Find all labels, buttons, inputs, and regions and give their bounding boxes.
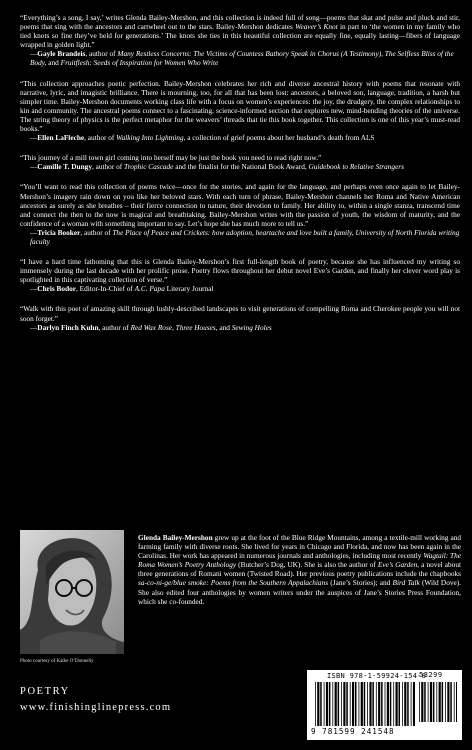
ean-number: 9 781599 241548: [311, 727, 395, 736]
barcode-bar: [329, 682, 331, 726]
barcode-bar: [369, 682, 371, 726]
barcode-bar: [341, 682, 342, 726]
barcode-bar: [433, 682, 435, 722]
author-photo: [20, 530, 124, 654]
barcode-bar: [402, 682, 403, 726]
blurb-kuhn: [20, 304, 460, 331]
author-portrait-image: [20, 530, 124, 654]
barcode-addon-number: 53299: [419, 671, 443, 679]
blurb-quote: “This collection approaches poetic perfection. Bailey-Mershon celebrates her rich and diverse ancestral history with poems that resonate with narrative, lyric, and imagistic brilliance. There is mourning, too, for all that has been lost: ancestors, a beloved son, language, tradition, a harsh but simpler time. Bailey-Mershon documents working class life with a focus on women’s experiences: the joy, the drudgery, the complex relationships to kin and community. The ancestral poems connect to a fascinating, science-informed section that explores new, mind-bending theories of the universe. The string theory of physics is the perfect metaphor for the weavers’ threads that tie this book together. This collection is one of this year’s must-read books.”: [20, 78, 460, 134]
blurb-lafleche: [20, 79, 460, 143]
isbn-barcode: [307, 670, 462, 740]
barcode-bar: [361, 682, 363, 726]
barcode-bar: [421, 682, 423, 722]
barcode-bar: [411, 682, 412, 726]
barcode-bar: [376, 682, 377, 726]
barcode-bar: [326, 682, 328, 726]
blurb-attribution: —Camille T. Dungy, author of Trophic Cascade and the finalist for the National Book Award, Guidebook to Relative Strangers: [30, 162, 404, 172]
barcode-bar: [332, 682, 333, 726]
blurbs: [20, 13, 460, 343]
barcode-bar: [419, 682, 420, 722]
isbn-label: ISBN 978-1-59924-154-8: [327, 672, 427, 680]
barcode-bar: [430, 682, 432, 722]
barcode-bar: [315, 682, 316, 726]
barcode-bar: [445, 682, 446, 722]
barcode-bar: [381, 682, 383, 726]
barcode-bar: [359, 682, 360, 726]
blurb-quote: “Walk with this poet of amazing skill through lushly-described landscapes to visit generations of compelling Roma and Cherokee people you will not soon forget.”: [20, 304, 460, 323]
barcode-bar: [343, 682, 345, 726]
barcode-bar: [317, 682, 319, 726]
barcode-bar: [385, 682, 386, 726]
barcode-bar: [450, 682, 452, 722]
author-bio: Glenda Bailey-Mershon grew up at the foot of the Blue Ridge Mountains, among a textile-mill working and farming family with diverse roots. She lived for years in Chicago and Florida, and now has been again in the Carolinas. Her work has appeared in numerous journals and anthologies, including most recently Wagtail: The Roma Women’s Poetry Anthology (Butcher’s Dog, UK). She is also the author of Eve’s Garden, a novel about three generations of Romani women (Twisted Road). Her previous poetry publications include the chapbooks sa-co-ni-ge/blue smoke: Poems from the Southern Appalachians (Jane’s Stories); and Bird Talk (Wild Dove). She also edited four anthologies by women writers under the auspices of Jane’s Stories Press Foundation, which she co-founded.: [138, 533, 461, 606]
barcode-bar: [387, 682, 389, 726]
barcode-bar: [396, 682, 398, 726]
barcode-bar: [413, 682, 415, 726]
barcode-bar: [390, 682, 392, 726]
blurb-attribution: —Ellen LaFleche, author of Walking Into Lightning, a collection of grief poems about her husband’s death from ALS: [30, 133, 375, 143]
blurb-attribution: —Chris Bodor, Editor-In-Chief of A.C. Papa Literary Journal: [30, 284, 214, 294]
blurb-attribution: —Darlyn Finch Kuhn, author of Red Wax Rose, Three Houses, and Sewing Holes: [30, 322, 272, 332]
blurb-booker: [20, 182, 460, 246]
barcode-bar: [424, 682, 426, 722]
addon-barcode-bars: [419, 682, 457, 722]
barcode-bar: [338, 682, 340, 726]
barcode-bar: [456, 682, 457, 722]
blurb-bodor: [20, 257, 460, 293]
blurb-brandeis: [20, 13, 460, 68]
barcode-bar: [367, 682, 368, 726]
author-name: Glenda Bailey-Mershon: [138, 533, 213, 542]
barcode-bar: [447, 682, 449, 722]
barcode-bar: [355, 682, 357, 726]
blurb-dungy: [20, 153, 460, 171]
blurb-attribution: —Gayle Brandeis, author of Many Restless Concerns: The Victims of Countess Bathory Speak in Chorus (A Testimony), The Selfless Bliss of the Body, and Fruitflesh: Seeds of Inspiration for Women Who Write: [30, 49, 454, 68]
barcode-bar: [404, 682, 406, 726]
barcode-bar: [378, 682, 380, 726]
barcode-bar: [393, 682, 394, 726]
barcode-bar: [364, 682, 366, 726]
barcode-bar: [335, 682, 337, 726]
barcode-bar: [454, 682, 455, 722]
barcode-bar: [350, 682, 351, 726]
barcode-bar: [346, 682, 348, 726]
blurb-attribution: —Tricia Booker, author of The Place of Peace and Crickets: how adoption, heartache and love built a family, University of North Florida writing faculty: [30, 227, 460, 246]
blurb-quote: “I have a hard time fathoming that this is Glenda Bailey-Mershon’s first full-length book of poetry, because she has influenced my writing so immensely during the last decade with her prolific prose. Poetry flows throughout her debut novel Eve’s Garden, and finally her clever word play is spotlighted in this captivating collection of verse.”: [20, 257, 460, 285]
barcode-bar: [439, 682, 441, 722]
blurb-quote: “You’ll want to read this collection of poems twice—once for the stories, and again for the language, and perhaps even once again to let Bailey-Mershon’s imagery rain down on you like her beloved stars. With each turn of phrase, Bailey-Mershon channels her Roma and Native American ancestors as surely as she breathes – their fierce connection to nature, their devotion to family. Her ability to, within a single stanza, transcend time and connect the then to the now is magical and breathtaking. Bailey-Mershon writes with the passion of youth, the wisdom of maturity, and the confidence of a woman with something important to say. Let’s hope she has much more to tell us.”: [20, 182, 460, 228]
publisher-website: www.finishinglinepress.com: [20, 702, 172, 713]
barcode-bar: [407, 682, 409, 726]
ean-barcode-bars: [315, 682, 415, 726]
barcode-bar: [442, 682, 444, 722]
photo-credit: Photo courtesy of Kathe O’Donnelly: [20, 659, 94, 664]
barcode-bar: [352, 682, 354, 726]
barcode-bar: [320, 682, 322, 726]
blurb-quote: “Everything’s a song, I say,’ writes Glenda Bailey-Mershon, and this collection is indeed full of song—poems that skat and pulse and pluck and stir, poems that sing with the ancestors and cartwheel out to the stars. Bailey-Mershon dedicates Weaver’s Knot in part to ‘the women in my family who tied knots so fine they’ve held for generations.’ The knots she ties in this beautiful collection are equally fine, equally lasting—fibers of language wrapped in golden light.”: [20, 13, 460, 50]
barcode-bar: [372, 682, 374, 726]
barcode-bar: [399, 682, 401, 726]
blurb-quote: “This journey of a mill town girl coming into herself may be just the book you need to read right now.”: [20, 153, 322, 163]
barcode-bar: [428, 682, 429, 722]
barcode-bar: [436, 682, 437, 722]
barcode-bar: [324, 682, 325, 726]
genre-label: POETRY: [20, 686, 70, 697]
